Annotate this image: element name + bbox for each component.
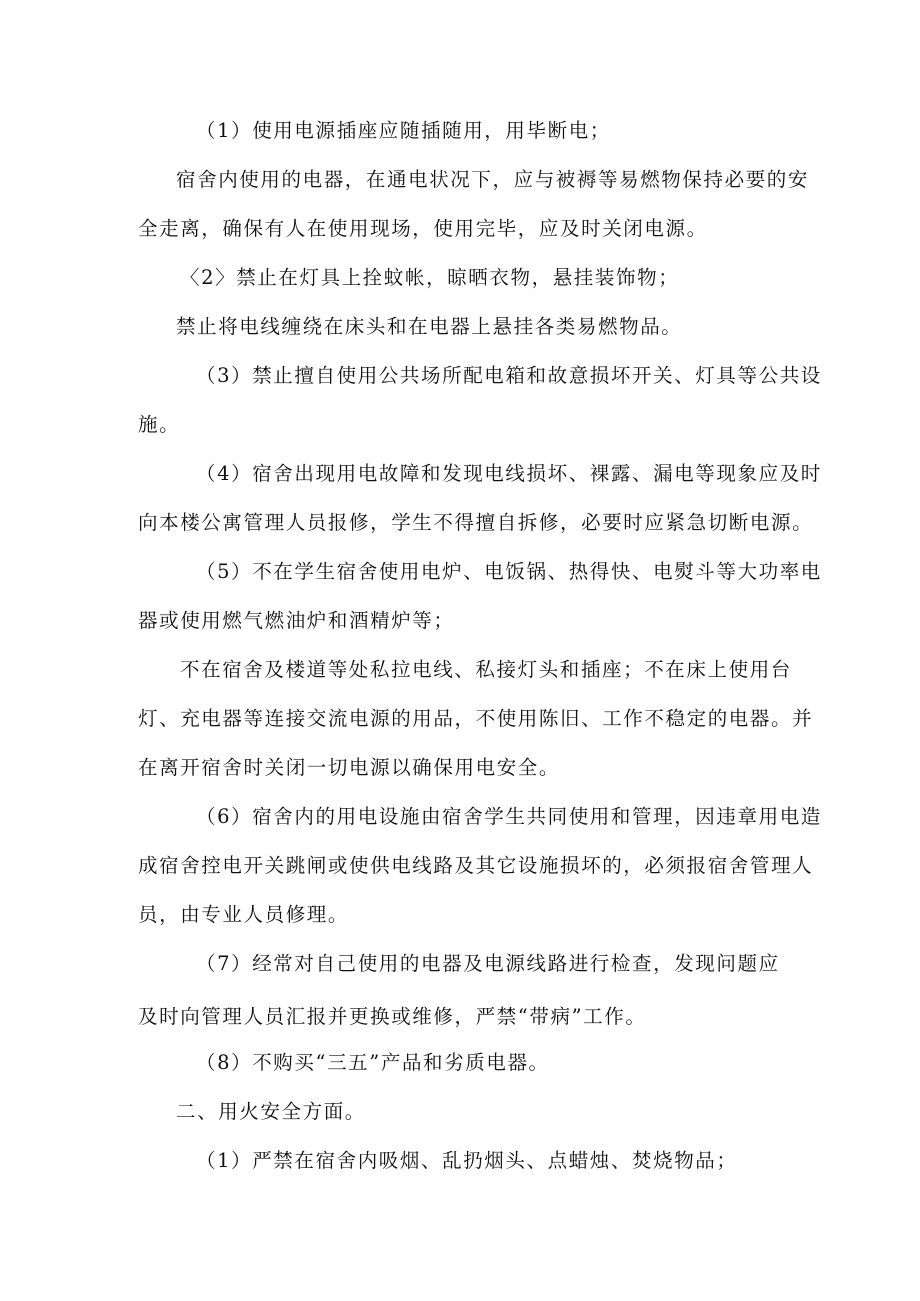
paragraph-line: （8）不购买“三五”产品和劣质电器。 <box>196 1051 550 1074</box>
paragraph-line: 禁止将电线缠绕在床头和在电器上悬挂各类易燃物品。 <box>176 315 683 338</box>
section-heading: 二、用火安全方面。 <box>176 1100 366 1123</box>
paragraph-line: （3）禁止擅自使用公共场所配电箱和故意损坏开关、灯具等公共设 <box>196 364 822 387</box>
paragraph-line: 全走离，确保有人在使用现场，使用完毕，应及时关闭电源。 <box>138 217 708 240</box>
paragraph-line: 灯、充电器等连接交流电源的用品，不使用陈旧、工作不稳定的电器。并 <box>138 707 814 730</box>
paragraph-line: 施。 <box>138 413 181 436</box>
paragraph-line: 在离开宿舍时关闭一切电源以确保用电安全。 <box>138 756 561 779</box>
paragraph-line: 宿舍内使用的电器，在通电状况下，应与被褥等易燃物保持必要的安 <box>176 168 810 191</box>
paragraph-line: 不在宿舍及楼道等处私拉电线、私接灯头和插座；不在床上使用台 <box>180 658 792 681</box>
paragraph-line: （1）严禁在宿舍内吸烟、乱扔烟头、点蜡烛、焚烧物品； <box>196 1149 738 1172</box>
paragraph-line: 成宿舍控电开关跳闸或使供电线路及其它设施损坏的，必须报宿舍管理人 <box>138 854 814 877</box>
paragraph-line: 器或使用燃气燃油炉和酒精炉等； <box>138 609 455 632</box>
paragraph-line: （5）不在学生宿舍使用电炉、电饭锅、热得快、电熨斗等大功率电 <box>196 560 822 583</box>
paragraph-line: 向本楼公寓管理人员报修，学生不得擅自拆修，必要时应紧急切断电源。 <box>138 511 814 534</box>
paragraph-line: 及时向管理人员汇报并更换或维修，严禁“带病”工作。 <box>138 1005 647 1028</box>
paragraph-line: （4）宿舍出现用电故障和发现电线损坏、裸露、漏电等现象应及时 <box>196 462 822 485</box>
paragraph-line: （1）使用电源插座应随插随用，用毕断电； <box>196 119 611 142</box>
paragraph-line: （6）宿舍内的用电设施由宿舍学生共同使用和管理，因违章用电造 <box>196 805 822 828</box>
paragraph-line: （7）经常对自己使用的电器及电源线路进行检查，发现问题应 <box>196 952 780 975</box>
paragraph-line: 员，由专业人员修理。 <box>138 903 350 926</box>
paragraph-line: 〈2〉禁止在灯具上拴蚊帐，晾晒衣物，悬挂装饰物； <box>180 266 680 289</box>
